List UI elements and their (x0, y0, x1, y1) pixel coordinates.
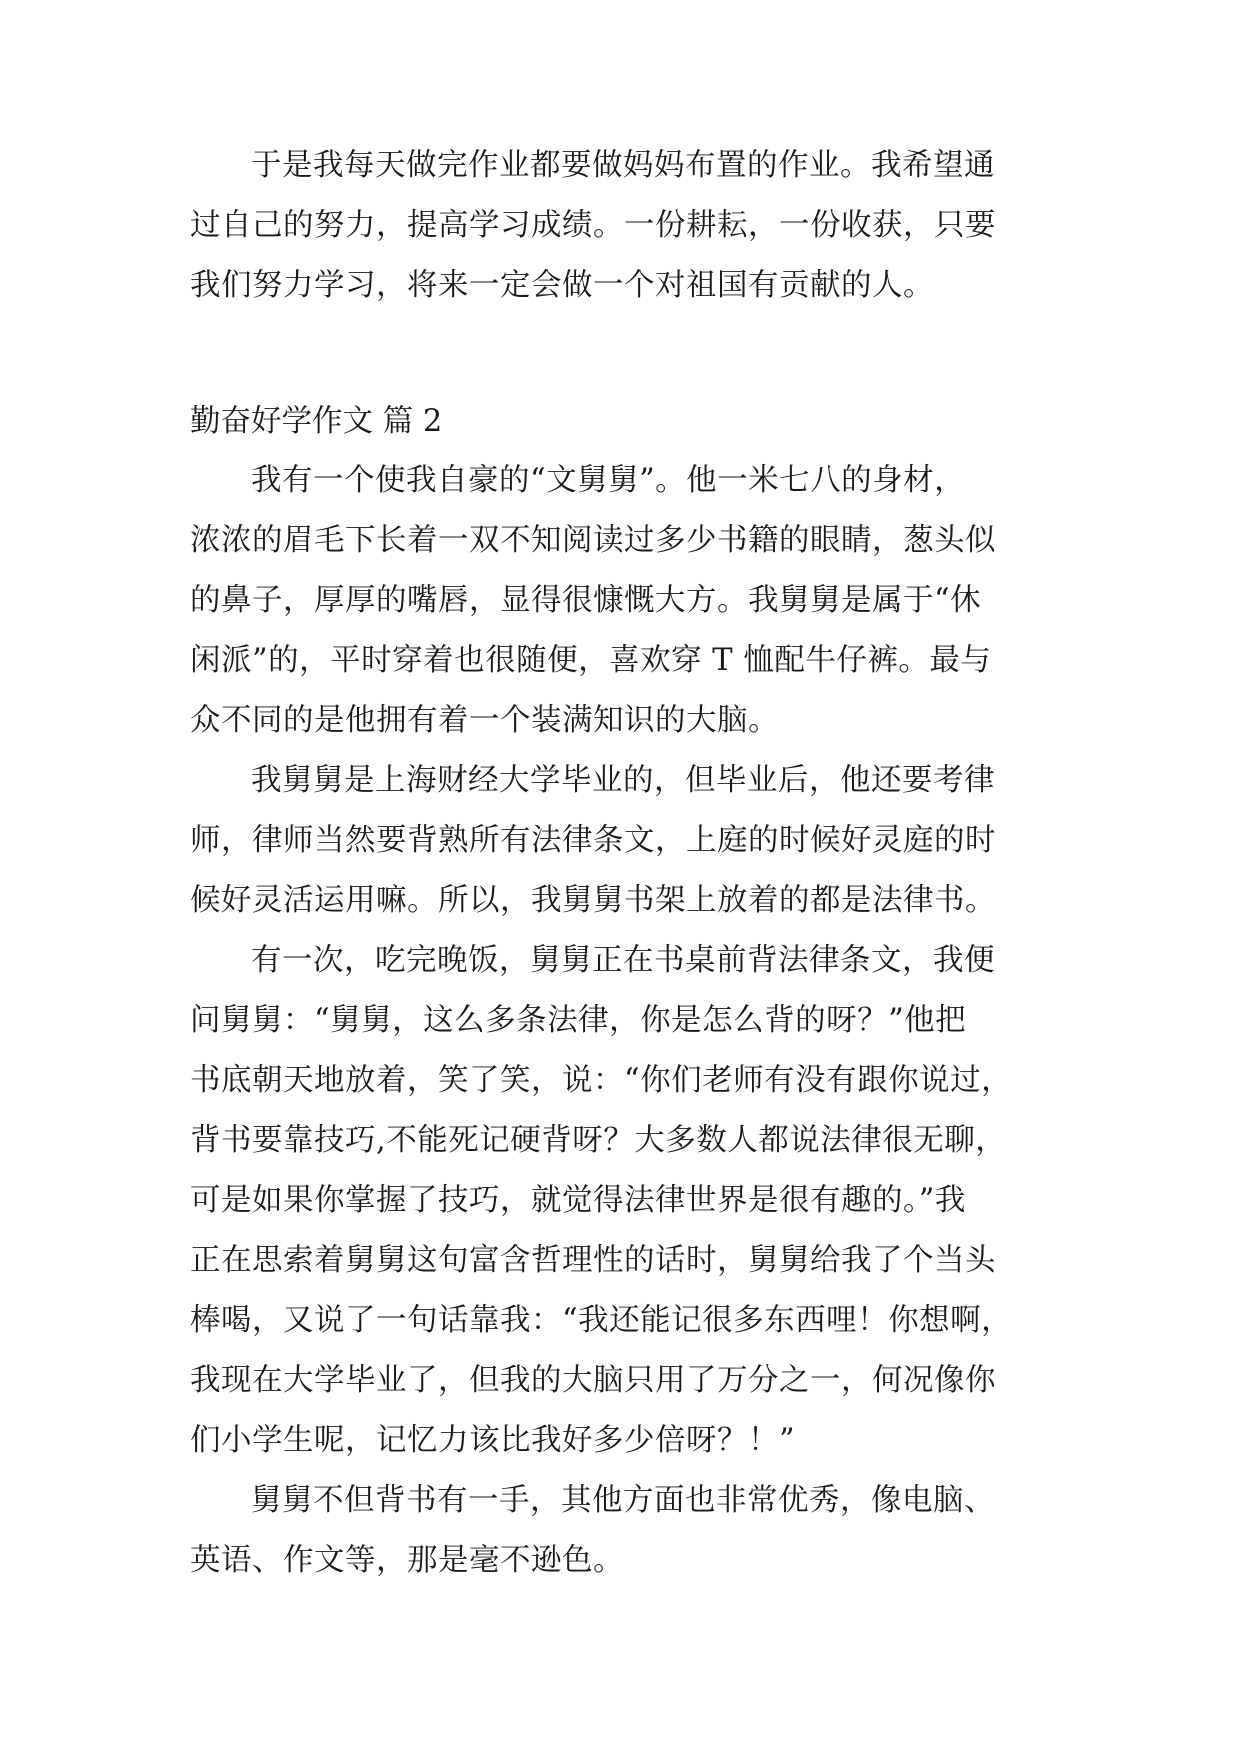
paragraph-line: 舅舅不但背书有一手，其他方面也非常优秀，像电脑、 (251, 1483, 995, 1518)
paragraph-line: 有一次，吃完晚饭，舅舅正在书桌前背法律条文，我便 (251, 943, 995, 978)
section-heading: 勤奋好学作文 篇 2 (190, 404, 443, 439)
intro-line-1: 于是我每天做完作业都要做妈妈布置的作业。我希望通 (251, 148, 995, 183)
paragraph-line: 的鼻子，厚厚的嘴唇，显得很慷慨大方。我舅舅是属于“休 (190, 583, 982, 618)
paragraph-line: 我现在大学毕业了，但我的大脑只用了万分之一，何况像你 (190, 1363, 996, 1398)
paragraph-line: 书底朝天地放着，笑了笑，说：“你们老师有没有跟你说过， (190, 1063, 1013, 1098)
paragraph-line: 棒喝，又说了一句话靠我：“我还能记很多东西哩！你想啊， (190, 1303, 1013, 1338)
paragraph-line: 正在思索着舅舅这句富含哲理性的话时，舅舅给我了个当头 (190, 1243, 996, 1278)
paragraph-line: 师，律师当然要背熟所有法律条文，上庭的时候好灵庭的时 (190, 823, 996, 858)
paragraph-line: 问舅舅：“舅舅，这么多条法律，你是怎么背的呀？”他把 (190, 1003, 967, 1038)
paragraph-line: 浓浓的眉毛下长着一双不知阅读过多少书籍的眼睛，葱头似 (190, 523, 996, 558)
intro-line-2: 过自己的努力，提高学习成绩。一份耕耘，一份收获，只要 (190, 208, 996, 243)
paragraph-line: 候好灵活运用嘛。所以，我舅舅书架上放着的都是法律书。 (190, 883, 996, 918)
paragraph-line: 我舅舅是上海财经大学毕业的，但毕业后，他还要考律 (251, 763, 995, 798)
paragraph-1 (190, 451, 1070, 751)
intro-line-3: 我们努力学习，将来一定会做一个对祖国有贡献的人。 (190, 268, 934, 303)
paragraph-2 (190, 751, 1070, 931)
paragraph-3 (190, 931, 1070, 1471)
paragraph-line: 我有一个使我自豪的“文舅舅”。他一米七八的身材， (251, 463, 966, 498)
paragraph-4 (190, 1471, 1070, 1591)
paragraph-line: 们小学生呢，记忆力该比我好多少倍呀？！” (190, 1423, 796, 1458)
paragraph-line: 闲派”的，平时穿着也很随便，喜欢穿 T 恤配牛仔裤。最与 (190, 643, 992, 678)
paragraph-line: 背书要靠技巧,不能死记硬背呀？大多数人都说法律很无聊， (190, 1123, 1007, 1158)
paragraph-line: 英语、作文等，那是毫不逊色。 (190, 1543, 624, 1578)
paragraph-line: 可是如果你掌握了技巧，就觉得法律世界是很有趣的。”我 (190, 1183, 966, 1218)
paragraph-line: 众不同的是他拥有着一个装满知识的大脑。 (190, 703, 779, 738)
intro-paragraph (190, 136, 1070, 316)
